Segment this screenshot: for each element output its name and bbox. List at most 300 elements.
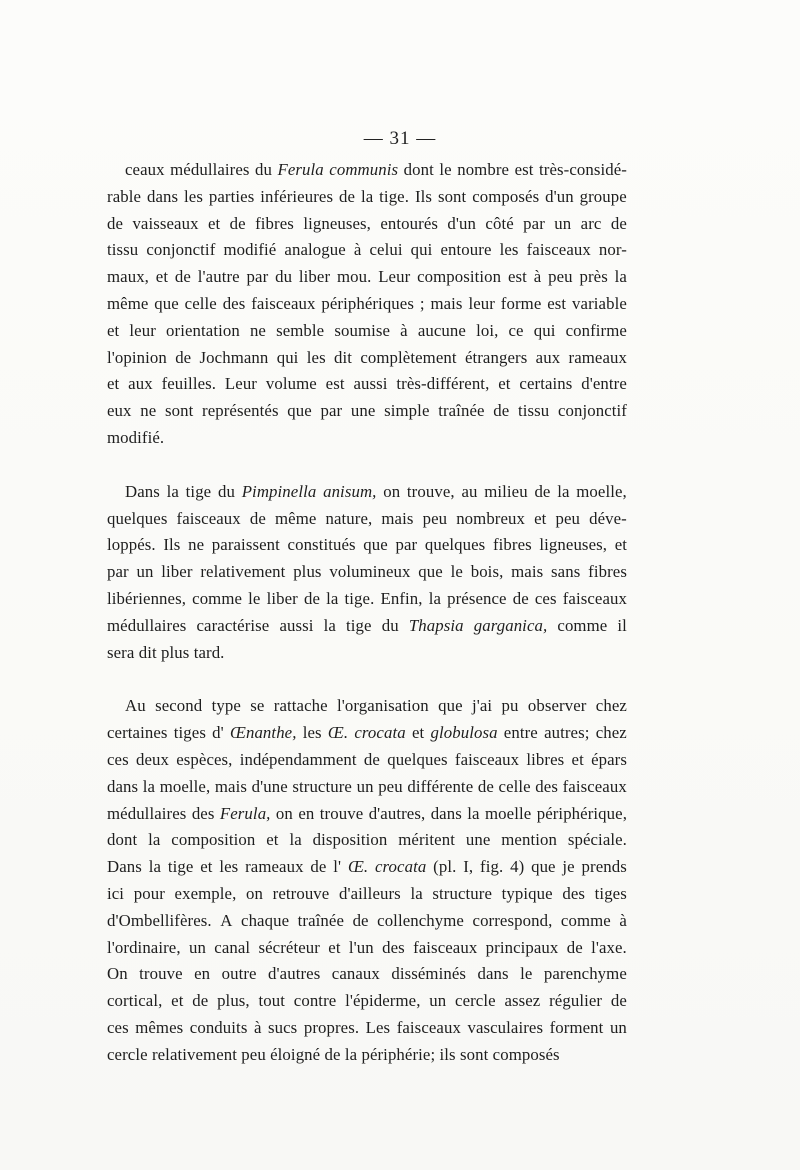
word: que — [438, 696, 463, 716]
word: conduits — [189, 1017, 248, 1037]
text-line — [107, 345, 627, 372]
word: tissu — [107, 240, 139, 260]
italic-word: Œ. — [327, 723, 349, 743]
word: feuilles. — [161, 374, 217, 394]
word: type — [211, 696, 241, 716]
word: dont — [403, 160, 434, 179]
word: faisceaux — [413, 937, 478, 957]
italic-word: Ferula, — [219, 803, 271, 823]
word: aucune — [417, 320, 466, 340]
word: présence — [447, 588, 507, 608]
word: que — [531, 857, 556, 877]
word: le — [520, 964, 533, 984]
word: à — [619, 910, 627, 930]
word: la — [148, 857, 162, 877]
word: structure — [292, 776, 352, 796]
word: qui — [533, 320, 556, 340]
word: leur — [468, 293, 495, 313]
word: quelques — [107, 508, 168, 528]
word: sont — [437, 186, 467, 206]
word: On — [107, 964, 128, 984]
word: cercle — [455, 991, 496, 1011]
text-line — [107, 827, 627, 854]
word: très-considé- — [539, 160, 627, 179]
word: cortical, — [107, 991, 163, 1011]
word: Jochmann — [199, 347, 269, 367]
word: peu — [548, 267, 573, 287]
word: par — [107, 562, 129, 582]
italic-word: garganica, — [473, 615, 548, 635]
word: à — [353, 240, 362, 260]
word: que — [418, 562, 443, 582]
text-line — [107, 398, 627, 425]
word: modifié — [223, 240, 277, 260]
word: volume — [265, 374, 317, 394]
word: une — [465, 830, 491, 850]
text-line — [107, 881, 627, 908]
word: un — [356, 776, 374, 796]
word: volumineux — [329, 562, 411, 582]
word: typique — [501, 883, 553, 903]
word: simple — [384, 401, 430, 421]
word: ces — [534, 588, 557, 608]
word: de — [107, 213, 124, 233]
word: disposition — [312, 830, 388, 850]
word: parenchyme — [543, 964, 627, 984]
text-line — [107, 854, 627, 881]
word: constitués — [287, 535, 356, 555]
word: complètement — [360, 347, 457, 367]
word: dit — [334, 347, 353, 367]
word: Leur — [378, 267, 411, 287]
word: il — [617, 615, 627, 635]
word: trouve, — [406, 481, 455, 501]
word: épars — [591, 749, 627, 769]
word: ligneuses, — [303, 213, 371, 233]
word: la — [323, 615, 336, 635]
word: de — [249, 508, 266, 528]
word: de — [175, 347, 192, 367]
word: rameaux — [245, 857, 304, 877]
word: semble — [276, 320, 325, 340]
word: loi, — [476, 320, 499, 340]
text-line — [107, 613, 627, 640]
word: ces — [107, 749, 129, 769]
word: une — [350, 401, 376, 421]
word: fig. — [480, 857, 504, 877]
word: caractérise — [196, 615, 270, 635]
word: les — [306, 347, 326, 367]
word: comme — [192, 588, 243, 608]
word: en — [298, 803, 315, 823]
word: l'organisation — [337, 696, 429, 716]
word: paraissent — [211, 535, 280, 555]
word: ce — [508, 320, 524, 340]
word: un — [429, 991, 447, 1011]
word: aux — [535, 347, 561, 367]
text-line — [107, 961, 627, 988]
word: exemple, — [174, 883, 237, 903]
word: côté — [485, 213, 514, 233]
word: canal — [214, 937, 251, 957]
text-line — [107, 693, 627, 720]
word: celle — [498, 776, 531, 796]
word: l'axe. — [591, 937, 627, 957]
word: sécréteur — [258, 937, 320, 957]
word: la — [557, 481, 570, 501]
italic-word: Pimpinella — [241, 481, 317, 501]
word: et — [107, 320, 120, 340]
word: qui — [410, 240, 433, 260]
text-line — [107, 559, 627, 586]
word: médullaires — [107, 803, 187, 823]
word: propres. — [303, 1017, 360, 1037]
word: analogue — [284, 240, 346, 260]
word: les — [302, 723, 322, 743]
word: dans — [477, 964, 509, 984]
text-run: sera dit plus tard. — [107, 642, 225, 662]
word: autres; — [544, 723, 590, 743]
word: moelle, — [159, 776, 211, 796]
word: ne — [249, 320, 266, 340]
word: même — [275, 508, 317, 528]
word: faisceaux — [454, 749, 520, 769]
word: à — [253, 1017, 262, 1037]
word: parties — [208, 186, 255, 206]
word: et — [328, 937, 341, 957]
word: l' — [333, 857, 342, 877]
word: mais — [214, 776, 247, 796]
text-line — [107, 908, 627, 935]
word: faisceaux — [562, 776, 627, 796]
word: dans — [146, 186, 179, 206]
word: tige. — [379, 186, 410, 206]
word: fibres — [492, 535, 532, 555]
word: de — [339, 186, 356, 206]
word: observer — [527, 696, 587, 716]
word: de — [566, 937, 583, 957]
word: des — [382, 937, 405, 957]
word: l'opinion — [107, 347, 167, 367]
word: et — [571, 749, 584, 769]
word: pu — [501, 696, 519, 716]
word: mais — [381, 508, 414, 528]
word: étrangers — [464, 347, 528, 367]
word: l'épiderme, — [345, 991, 421, 1011]
body-text — [107, 157, 627, 1069]
word: rable — [107, 186, 142, 206]
word: est — [547, 293, 567, 313]
word: aussi — [279, 615, 314, 635]
word: trouve — [139, 964, 183, 984]
word: libériennes, — [107, 588, 187, 608]
word: méritent — [398, 830, 455, 850]
word: d'un — [447, 213, 477, 233]
word: l'autre — [197, 267, 240, 287]
word: les — [219, 857, 239, 877]
word: prends — [581, 857, 627, 877]
word: du — [381, 615, 399, 635]
italic-word: communis — [329, 160, 399, 179]
word: mention — [501, 830, 557, 850]
word: de — [192, 991, 209, 1011]
word: traînée — [438, 401, 485, 421]
word: périphériques — [321, 293, 414, 313]
word: espèces, — [176, 749, 233, 769]
word: médullaires — [107, 615, 187, 635]
word: forme — [500, 293, 542, 313]
word: on — [246, 883, 263, 903]
word: Les — [365, 1017, 391, 1037]
word: Leur — [224, 374, 257, 394]
word: régulier — [549, 991, 603, 1011]
text-line — [107, 720, 627, 747]
word: loppés. — [107, 535, 156, 555]
word: même — [107, 293, 149, 313]
word: aussi — [353, 374, 388, 394]
text-line — [107, 586, 627, 613]
word: d'autres, — [368, 803, 426, 823]
word: se — [250, 696, 265, 716]
word: un — [136, 562, 154, 582]
word: Enfin, — [380, 588, 423, 608]
word: soumise — [334, 320, 391, 340]
word: faisceaux — [526, 240, 591, 260]
word: l'ordinaire, — [107, 937, 181, 957]
word: mais — [511, 562, 544, 582]
word: d'une — [251, 776, 288, 796]
word: comme — [560, 910, 611, 930]
text-line — [107, 506, 627, 533]
word: Dans — [125, 481, 160, 501]
word: on — [383, 481, 401, 501]
word: les — [499, 240, 519, 260]
page-number: — 31 — — [363, 128, 437, 149]
word: que — [287, 401, 312, 421]
word: le — [248, 588, 261, 608]
word: et — [266, 830, 279, 850]
word: médullaires — [170, 160, 250, 179]
word: second — [155, 696, 203, 716]
word: disséminés — [391, 964, 467, 984]
italic-word: Œ. — [347, 857, 369, 877]
word: quelques — [424, 535, 486, 555]
word: des — [222, 293, 246, 313]
word: du — [275, 267, 293, 287]
paragraph — [107, 693, 627, 1068]
word: mêmes — [135, 1017, 184, 1037]
text-line — [107, 1015, 627, 1042]
word: par — [395, 535, 418, 555]
word: peu — [422, 508, 448, 528]
word: par — [523, 213, 545, 233]
word: près — [579, 267, 608, 287]
word: faisceaux — [176, 508, 241, 528]
word: en — [194, 964, 211, 984]
word: d' — [212, 723, 224, 743]
text-line — [107, 318, 627, 345]
word: très-différent, — [396, 374, 490, 394]
word: la — [428, 588, 441, 608]
text-run: modifié. — [107, 427, 165, 447]
word: d'ailleurs — [339, 883, 401, 903]
word: tige — [167, 857, 194, 877]
word: un — [188, 937, 206, 957]
word: dans — [107, 776, 139, 796]
word: libres — [526, 749, 565, 769]
word: d'entre — [581, 374, 627, 394]
word: tige — [346, 615, 372, 635]
word: liber — [298, 267, 331, 287]
word: plus, — [217, 991, 250, 1011]
word: l'un — [348, 937, 374, 957]
text-line — [107, 157, 627, 184]
word: entoure — [440, 240, 492, 260]
word: traînée — [297, 910, 345, 930]
word: maux, — [107, 267, 149, 287]
paragraph-gap — [107, 666, 627, 693]
word: inférieures — [260, 186, 334, 206]
word: ceaux — [125, 160, 165, 179]
word: des — [191, 803, 215, 823]
word: d'un — [545, 186, 574, 206]
word: 4) — [510, 857, 525, 877]
word: pour — [133, 883, 165, 903]
word: vasculaires — [467, 1017, 544, 1037]
word: est — [514, 160, 534, 179]
text-line — [107, 1042, 627, 1069]
word: de — [512, 588, 529, 608]
word: de — [610, 991, 627, 1011]
word: un — [609, 1017, 627, 1037]
word: déve- — [589, 508, 627, 528]
word: de — [352, 910, 369, 930]
word: d'Ombellifères. — [107, 910, 212, 930]
word: arc — [580, 213, 602, 233]
italic-word: Thapsia — [408, 615, 464, 635]
text-line — [107, 425, 627, 452]
text-line — [107, 237, 627, 264]
word: et — [155, 267, 169, 287]
text-line — [107, 801, 627, 828]
word: la — [614, 267, 627, 287]
word: différente — [407, 776, 474, 796]
word: quelques — [387, 749, 448, 769]
word: I, — [463, 857, 474, 877]
word: un — [554, 213, 572, 233]
word: composition — [171, 830, 256, 850]
word: que — [363, 535, 388, 555]
word: des — [562, 883, 586, 903]
word: contre — [293, 991, 337, 1011]
word: liber — [161, 562, 193, 582]
word: d'autres — [268, 964, 321, 984]
word: tiges — [594, 883, 627, 903]
word: leur — [129, 320, 156, 340]
word: le — [439, 160, 452, 179]
italic-word: crocata — [375, 857, 427, 877]
word: peu — [555, 508, 581, 528]
text-line — [107, 184, 627, 211]
word: tige. — [344, 588, 375, 608]
word: entourés — [380, 213, 439, 233]
word: ne — [140, 401, 157, 421]
word: confirme — [565, 320, 627, 340]
word: la — [410, 883, 423, 903]
word: du — [217, 481, 235, 501]
word: ne — [188, 535, 205, 555]
word: la — [360, 186, 374, 206]
paragraph — [107, 479, 627, 667]
word: entre — [503, 723, 538, 743]
word: ces — [107, 1017, 129, 1037]
word: retrouve — [272, 883, 330, 903]
word: composés — [472, 186, 540, 206]
word: de — [493, 401, 510, 421]
word: nature, — [325, 508, 373, 528]
word: chez — [595, 696, 627, 716]
word: de — [310, 857, 327, 877]
word: que — [154, 293, 179, 313]
word: j'ai — [472, 696, 493, 716]
word: structure — [432, 883, 493, 903]
word: sucs — [268, 1017, 298, 1037]
word: tout — [258, 991, 286, 1011]
word: Ils — [414, 186, 433, 206]
word: aux — [128, 374, 153, 394]
word: composition — [417, 267, 502, 287]
word: tige — [185, 481, 212, 501]
word: conjonctif — [146, 240, 216, 260]
word: tiges — [173, 723, 206, 743]
word: orientation — [166, 320, 240, 340]
word: plus — [293, 562, 322, 582]
word: nombre — [457, 160, 510, 179]
word: groupe — [579, 186, 627, 206]
word: eux — [107, 401, 132, 421]
word: collenchyme — [377, 910, 464, 930]
word: forment — [549, 1017, 604, 1037]
word: outre — [221, 964, 257, 984]
word: par — [246, 267, 269, 287]
word: les — [184, 186, 203, 206]
word: correspond, — [472, 910, 553, 930]
word: tissu — [517, 401, 550, 421]
word: nombreux — [456, 508, 526, 528]
text-line — [107, 479, 627, 506]
paragraph-gap — [107, 452, 627, 479]
word: peu — [378, 776, 403, 796]
word: faisceaux — [251, 293, 316, 313]
text-run: cercle relativement peu éloigné de la périphérie; ils sont composés — [107, 1044, 560, 1064]
word: des — [535, 776, 558, 796]
word: liber — [266, 588, 298, 608]
paragraph — [107, 157, 627, 452]
text-line — [107, 532, 627, 559]
word: on — [275, 803, 293, 823]
word: rameaux — [568, 347, 627, 367]
word: indépendamment — [239, 749, 357, 769]
word: le — [450, 562, 463, 582]
italic-word: Ferula — [277, 160, 324, 179]
word: assez — [504, 991, 541, 1011]
word: la — [142, 776, 156, 796]
word: celui — [369, 240, 403, 260]
word: la — [148, 830, 161, 850]
word: la — [166, 481, 179, 501]
word: à — [533, 267, 542, 287]
text-line — [107, 371, 627, 398]
